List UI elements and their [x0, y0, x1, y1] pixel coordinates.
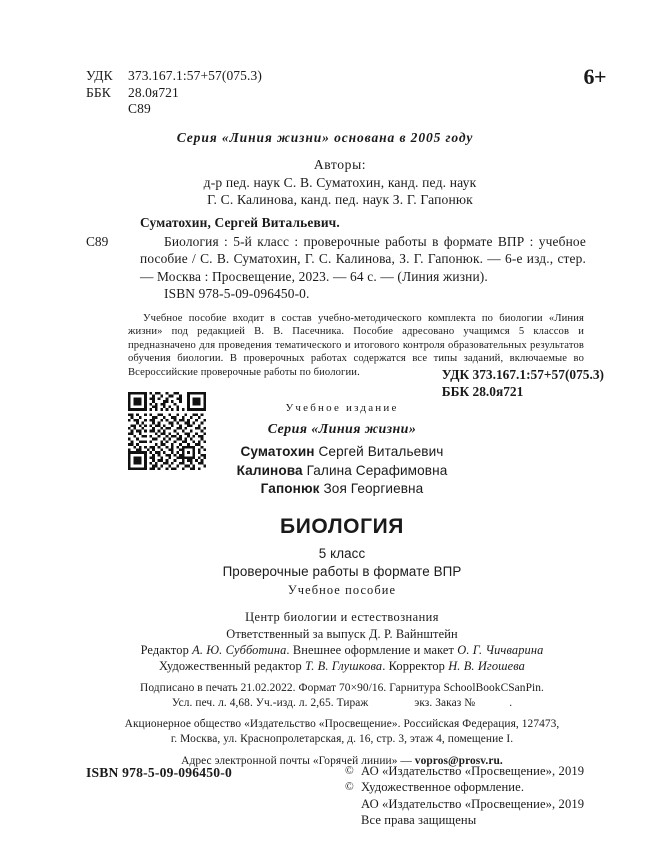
- corrector-name: Н. В. Игошева: [448, 658, 525, 673]
- imprint-author-3: [90, 480, 594, 499]
- classification-block: [86, 68, 262, 118]
- authors-line-2: [90, 191, 590, 209]
- copyright-icon-1: ©: [345, 765, 354, 777]
- annotation-text: Учебное пособие входит в состав учебно-методического комплекта по биологии «Линия жизни» под редакцией В. В. Пасечника. Пособие адресовано учащимся 5 классов и предназначено для проведения тематического и итогового контроля образовательных результатов обучения биологии. В проверочных работах содержатся все типы заданий, включаемые во Всероссийские проверочные работы по биологии.: [128, 313, 584, 378]
- editor-name: А. Ю. Субботина: [192, 642, 287, 657]
- authors-line-1: [90, 174, 590, 192]
- copyright-row-2: [345, 779, 584, 795]
- art-editor-name: Т. В. Глушкова: [304, 658, 383, 673]
- classification-repeat-block: [442, 366, 604, 400]
- book-kind: Учебное пособие: [287, 582, 397, 597]
- staff-block: [90, 626, 594, 675]
- imprint-author-1-surname: Суматохин: [240, 444, 315, 459]
- editor-line: [90, 642, 594, 658]
- publishing-center: Центр биологии и естествознания: [245, 609, 439, 624]
- bbk-row: [86, 85, 262, 102]
- age-rating-mark: 6+: [583, 64, 606, 89]
- bib-shelf-sign: С89: [86, 233, 109, 249]
- footer-isbn: ISBN 978-5-09-096450-0: [86, 765, 232, 780]
- technical-block: [90, 681, 594, 710]
- imprint-author-3-given: Зоя Георгиевна: [323, 481, 424, 496]
- authors-heading: Авторы:: [313, 157, 367, 172]
- imprint-author-1-given: Сергей Витальевич: [318, 444, 444, 459]
- copyright-text-2-cont: АО «Издательство «Просвещение», 2019: [361, 796, 585, 811]
- editor-prefix: Редактор: [140, 642, 193, 657]
- udk-row: [86, 68, 262, 85]
- imprint-author-2-surname: Калинова: [236, 462, 303, 478]
- edition-type: Учебное издание: [285, 402, 399, 414]
- bib-isbn: ISBN 978-5-09-096450-0.: [164, 286, 310, 302]
- copyright-row-1: [345, 763, 584, 779]
- art-editor-line: [90, 658, 594, 674]
- responsible-text: Ответственный за выпуск Д. Р. Вайнштейн: [226, 626, 458, 641]
- rights-reserved: Все права защищены: [361, 813, 477, 828]
- tech-line-2: [90, 696, 594, 711]
- copyright-icon-2: ©: [345, 781, 354, 794]
- imprint-author-2: [90, 462, 594, 481]
- copyright-block: [345, 763, 584, 829]
- hotline-email[interactable]: vopros@prosv.ru.: [414, 755, 503, 768]
- authors-block: [90, 156, 590, 209]
- bbk-value: 28.0я721: [128, 84, 179, 100]
- udk-repeat: УДК 373.167.1:57+57(075.3): [441, 367, 604, 382]
- tech-line-2-b: экз. Заказ №: [414, 696, 476, 709]
- tech-line-2-a: Усл. печ. л. 4,68. Уч.-изд. л. 2,65. Тираж: [171, 696, 369, 709]
- book-subtitle: Проверочные работы в формате ВПР: [222, 563, 462, 579]
- bib-description: Биология : 5-й класс : проверочные работы в формате ВПР : учебное пособие / С. В. Суматохин, Г. С. Калинова, З. Г. Гапонюк. — 6-е изд., стер. — Москва : Просвещение, 2023. — 64 с. — (Линия жизни).: [140, 233, 586, 284]
- bibliographic-record: [86, 214, 586, 303]
- book-grade: 5 класс: [318, 545, 366, 561]
- art-editor-prefix: Художественный редактор: [158, 658, 305, 673]
- book-title: БИОЛОГИЯ: [280, 514, 404, 538]
- imprint-series: Серия «Линия жизни»: [267, 422, 417, 437]
- udk-label: УДК: [86, 68, 113, 83]
- corrector-prefix: . Корректор: [382, 658, 449, 673]
- designer-name: О. Г. Чичварина: [457, 642, 544, 657]
- tech-line-2-c: .: [509, 696, 513, 709]
- series-founded-line: Серия «Линия жизни» основана в 2005 году: [176, 130, 474, 145]
- editor-mid: . Внешнее оформление и макет: [286, 642, 458, 657]
- bib-author-heading: Суматохин, Сергей Витальевич.: [140, 215, 340, 230]
- imprint-author-3-surname: Гапонюк: [260, 481, 320, 496]
- hotline-label: Адрес электронной почты «Горячей линии» —: [181, 755, 415, 768]
- shelf-mark: С89: [128, 101, 151, 116]
- imprint-author-2-given: Галина Серафимовна: [306, 462, 448, 478]
- copyright-text-2: Художественное оформление.: [361, 780, 525, 795]
- bbk-label: ББК: [86, 84, 111, 100]
- authors-line-1-text: д-р пед. наук С. В. Суматохин, канд. пед. наук: [203, 174, 477, 190]
- responsible-line: [90, 626, 594, 642]
- imprint-author-1: [90, 443, 594, 462]
- bib-body: [86, 233, 586, 303]
- imprint-block: [90, 402, 594, 769]
- copyright-text-1: АО «Издательство «Просвещение», 2019: [361, 764, 585, 778]
- authors-line-2-text: Г. С. Калинова, канд. пед. наук З. Г. Гапонюк: [207, 192, 473, 207]
- publisher-line-1: Акционерное общество «Издательство «Просвещение». Российская Федерация, 127473,: [124, 718, 560, 731]
- udk-value: 373.167.1:57+57(075.3): [128, 68, 262, 83]
- publisher-line-2: г. Москва, ул. Краснопролетарская, д. 16, стр. 3, этаж 4, помещение I.: [170, 732, 514, 745]
- tech-line-1: Подписано в печать 21.02.2022. Формат 70×90/16. Гарнитура SchoolBookCSanPin.: [140, 682, 544, 695]
- bbk-repeat: ББК 28.0я721: [441, 384, 524, 399]
- publisher-block: [90, 717, 594, 746]
